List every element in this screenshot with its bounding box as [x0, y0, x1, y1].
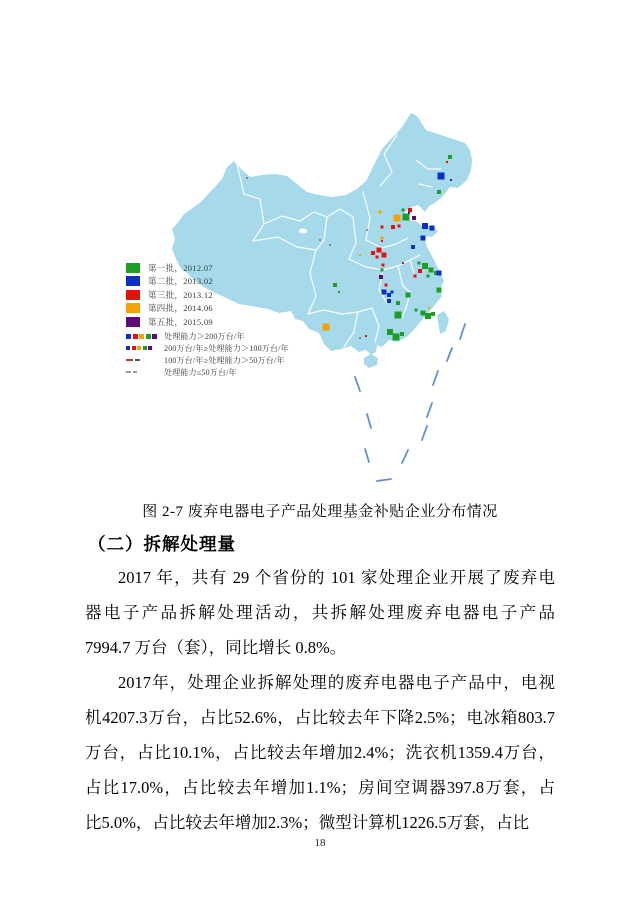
map-marker [366, 229, 368, 231]
legend-capacity-swatch [143, 346, 147, 350]
legend-capacity-label: 处理能力＞200万台/年 [164, 331, 245, 341]
map-marker [246, 177, 248, 179]
paragraph-1 [85, 560, 555, 665]
legend-color-swatch [126, 290, 140, 300]
map-marker [448, 155, 452, 159]
map-marker [379, 211, 382, 214]
legend-capacity-swatch [126, 371, 131, 373]
legend-color-swatch [126, 276, 140, 286]
legend-capacity-swatch [148, 346, 152, 350]
map-marker [411, 245, 415, 249]
legend-capacity-label: 处理能力≤50万台/年 [164, 367, 237, 377]
map-marker [431, 312, 435, 316]
map-marker [427, 275, 430, 278]
map-marker [359, 337, 361, 339]
map-marker [387, 293, 391, 297]
legend-capacity-swatch [139, 334, 144, 339]
legend-capacity-row [126, 366, 289, 378]
map-marker [450, 179, 452, 181]
legend-capacity-swatch [137, 346, 141, 350]
map-marker [381, 269, 384, 272]
legend-batch-label: 第一批，2012.07 [148, 262, 213, 273]
paragraph-line: 2017 年，共有 29 个省份的 101 家处理企业开展了废弃电 [118, 568, 555, 587]
nine-dash-segment [365, 449, 369, 462]
nine-dash-segment [422, 426, 427, 440]
map-marker [338, 291, 340, 293]
legend-batch-label: 第四批，2014.06 [148, 303, 213, 314]
nine-dash-segment [402, 450, 408, 463]
legend-capacity-symbol [126, 359, 159, 361]
legend-capacity-symbol [126, 371, 159, 373]
map-marker [408, 212, 410, 214]
legend-capacity-row [126, 354, 289, 366]
paragraph-line: 7994.7 万台（套），同比增长 0.8%。 [85, 638, 347, 657]
legend-capacity-swatch [146, 334, 151, 339]
map-marker [377, 248, 382, 253]
map-marker [382, 253, 387, 258]
map-marker [446, 161, 448, 163]
map-marker [425, 313, 431, 319]
map-marker [381, 240, 383, 242]
paragraph-line: 机4207.3万台，占比52.6%，占比较去年下降2.5%；电冰箱803.7 [85, 708, 555, 727]
map-marker [323, 324, 330, 331]
taiwan-island [437, 311, 449, 334]
map-marker [398, 225, 401, 228]
map-legend-batches [126, 261, 213, 329]
map-marker [400, 332, 404, 336]
map-marker [414, 275, 417, 278]
map-marker [393, 334, 400, 341]
legend-batch-row [126, 275, 213, 289]
map-marker [402, 209, 405, 212]
map-marker [418, 262, 421, 265]
nine-dash-segment [460, 324, 465, 339]
nine-dash-segment [427, 403, 432, 417]
map-marker [329, 244, 331, 246]
legend-capacity-swatch [133, 371, 137, 373]
map-marker [382, 264, 385, 267]
figure-map-area [120, 100, 510, 500]
legend-capacity-swatch [152, 334, 157, 339]
page-number: 18 [314, 837, 326, 849]
nine-dash-segment [367, 414, 371, 428]
map-marker [412, 216, 416, 220]
nine-dash-segment [433, 371, 438, 385]
legend-batch-row [126, 302, 213, 316]
map-marker [385, 284, 388, 287]
map-marker [365, 335, 367, 337]
legend-batch-row [126, 288, 213, 302]
paragraph-line: 占比17.0%，占比较去年增加1.1%；房间空调器397.8万套，占 [85, 778, 555, 797]
map-marker [428, 307, 430, 309]
legend-capacity-swatch [135, 359, 140, 361]
map-marker [381, 237, 384, 240]
legend-batch-row [126, 315, 213, 329]
legend-capacity-swatch [133, 334, 138, 339]
map-marker [437, 271, 442, 276]
map-marker [402, 262, 404, 264]
figure-caption: 图 2-7 废弃电器电子产品处理基金补贴企业分布情况 [142, 504, 498, 520]
map-marker [408, 208, 412, 212]
map-marker [430, 226, 435, 231]
nine-dash-segment [377, 479, 391, 481]
map-marker [394, 215, 401, 222]
section-heading: （二）拆解处理量 [88, 534, 236, 554]
map-marker [396, 301, 400, 305]
map-marker [382, 290, 387, 295]
map-marker [422, 263, 428, 269]
paragraph-2 [85, 665, 555, 840]
legend-capacity-row [126, 342, 289, 354]
qinghai-lake [299, 229, 307, 234]
map-marker [421, 236, 426, 241]
paragraph-line: 万台，占比10.1%，占比较去年增加2.4%；洗衣机1359.4万台， [85, 743, 555, 762]
nine-dash-segment [355, 377, 360, 391]
map-marker [415, 309, 418, 312]
map-marker [387, 329, 393, 335]
nine-dash-segment [447, 348, 452, 361]
map-marker [319, 239, 321, 241]
map-marker [403, 214, 410, 221]
map-marker [429, 268, 434, 273]
map-marker [379, 275, 383, 279]
map-marker [421, 311, 426, 316]
map-marker [437, 288, 442, 293]
map-marker [437, 190, 441, 194]
legend-capacity-symbol [126, 334, 159, 339]
map-marker [376, 256, 379, 259]
paragraph-line: 器电子产品拆解处理活动，共拆解处理废弃电器电子产品 [85, 603, 555, 622]
legend-capacity-swatch [126, 334, 131, 339]
legend-batch-label: 第三批，2013.12 [148, 289, 213, 300]
map-marker [395, 312, 402, 319]
legend-capacity-swatch [132, 346, 136, 350]
map-marker [406, 293, 411, 298]
map-marker [381, 226, 384, 229]
map-marker [391, 291, 394, 294]
legend-batch-row [126, 261, 213, 275]
map-marker [359, 254, 361, 256]
legend-color-swatch [126, 317, 140, 327]
legend-capacity-label: 100万台/年≥处理能力＞50万台/年 [164, 355, 285, 365]
map-marker [422, 223, 428, 229]
hainan-island [364, 354, 378, 368]
map-marker [387, 299, 391, 303]
legend-capacity-label: 200万台/年≥处理能力＞100万台/年 [164, 343, 289, 353]
legend-capacity-symbol [126, 346, 159, 350]
legend-capacity-swatch [126, 359, 133, 361]
map-marker [333, 283, 337, 287]
paragraph-line: 比5.0%，占比较去年增加2.3%；微型计算机1226.5万套，占比 [85, 813, 530, 832]
legend-color-swatch [126, 263, 140, 273]
legend-capacity-row [126, 330, 289, 342]
legend-batch-label: 第五批，2015.09 [148, 316, 213, 327]
legend-batch-label: 第二批，2013.02 [148, 276, 213, 287]
map-marker [438, 173, 445, 180]
map-legend-capacity [126, 330, 289, 378]
legend-capacity-swatch [126, 346, 130, 350]
map-marker [391, 225, 395, 229]
map-marker [418, 269, 422, 273]
paragraph-line: 2017年，处理企业拆解处理的废弃电器电子产品中，电视 [118, 673, 555, 692]
legend-color-swatch [126, 303, 140, 313]
map-marker [371, 251, 375, 255]
